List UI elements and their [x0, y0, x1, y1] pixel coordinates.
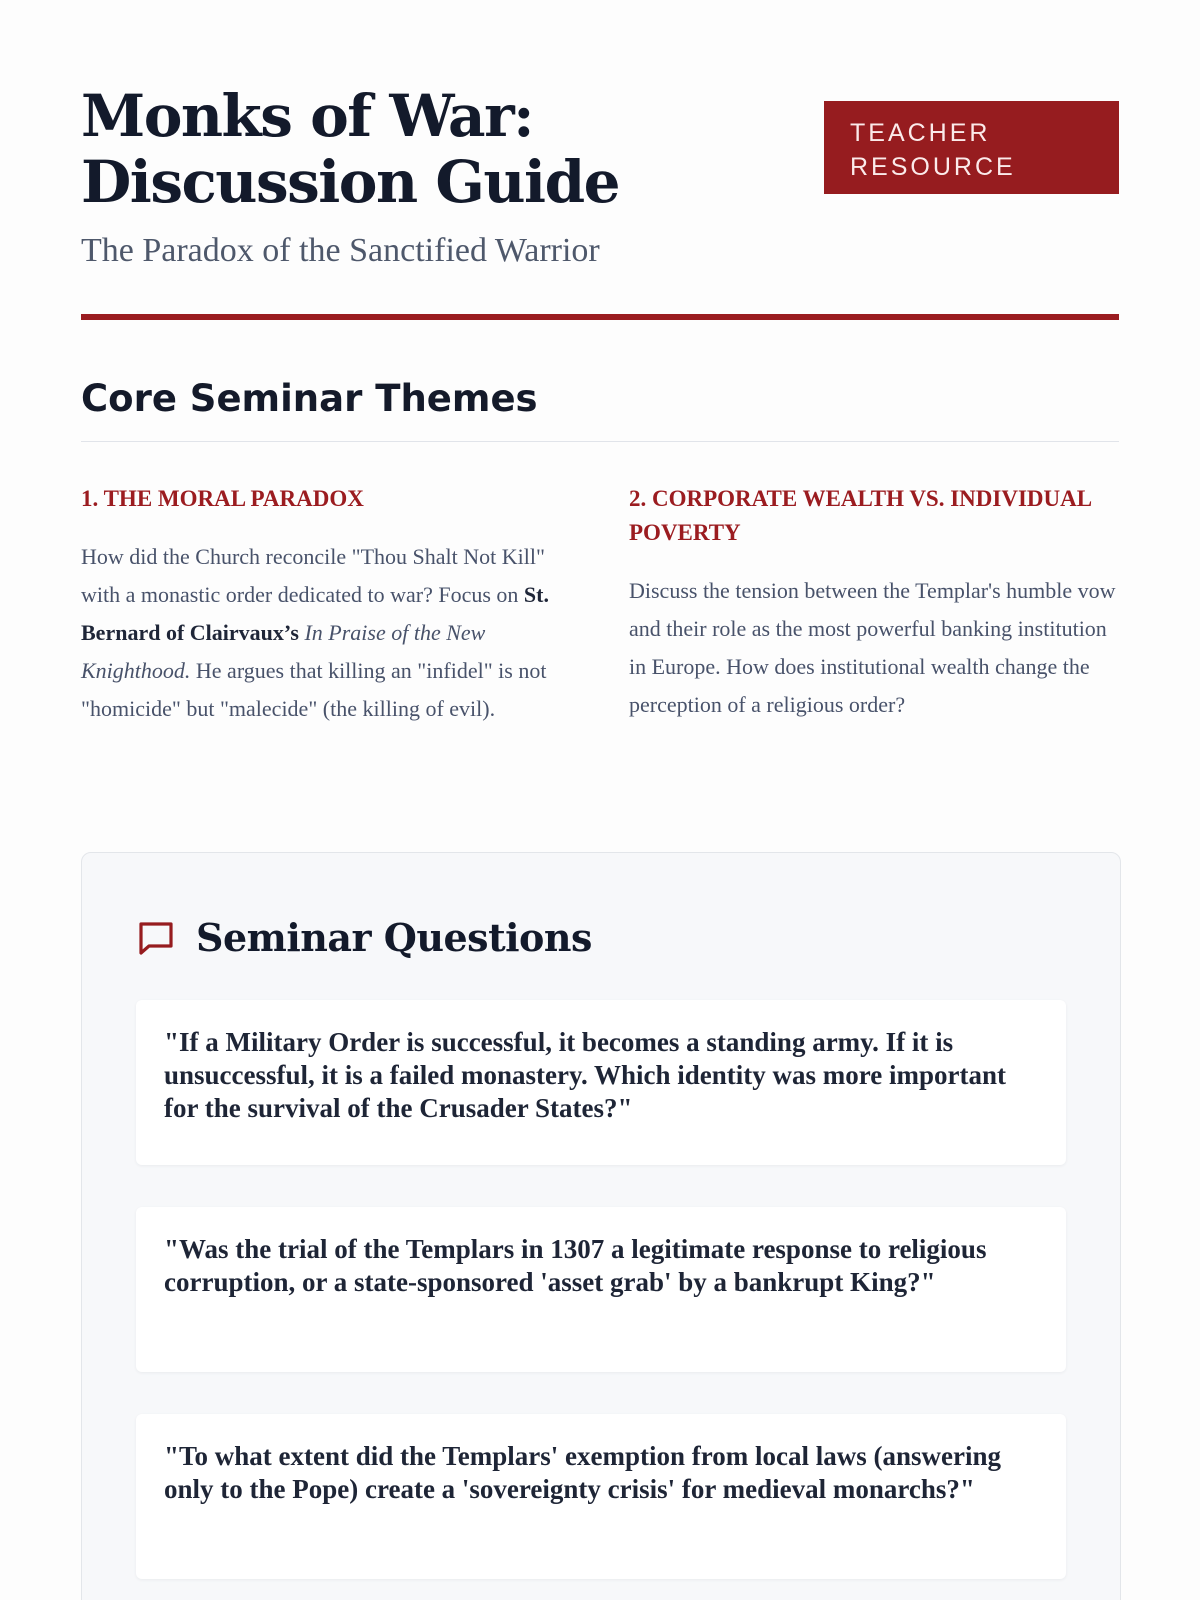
section-heading: Core Seminar Themes: [81, 377, 538, 420]
theme-title: 2. CORPORATE WEALTH VS. INDIVIDUAL POVERTY: [629, 486, 1091, 545]
seminar-title: Seminar Questions: [196, 915, 592, 960]
theme-body-author: St. Bernard of Clairvaux’s: [81, 582, 549, 645]
teacher-resource-badge: [824, 101, 1119, 194]
question-card: [136, 1414, 1066, 1579]
question-card: [136, 1207, 1066, 1372]
badge-line-1: TEACHER: [850, 119, 991, 147]
theme-body-intro: How did the Church reconcile "Thou Shalt Not Kill" with a monastic order dedicated to war? Focus on: [81, 544, 545, 607]
theme-moral-paradox: [81, 482, 571, 728]
question-text: "To what extent did the Templars' exemption from local laws (answering only to the Pope) create a 'sovereignty crisis' for medieval monarchs?": [164, 1441, 1001, 1504]
question-text: "If a Military Order is successful, it becomes a standing army. If it is unsuccessful, it is a failed monastery. Which identity was more important for the survival of the Crusader States?": [164, 1027, 1007, 1123]
page-header: [81, 0, 1119, 320]
page-subtitle: The Paradox of the Sanctified Warrior: [81, 232, 600, 269]
theme-body: [81, 538, 571, 728]
seminar-questions-panel: [81, 852, 1121, 1600]
question-text: "Was the trial of the Templars in 1307 a legitimate response to religious corruption, or a state-sponsored 'asset grab' by a bankrupt King?": [164, 1234, 987, 1297]
theme-corporate-wealth: [629, 482, 1119, 728]
header-divider: [81, 314, 1119, 320]
seminar-header: [136, 913, 1066, 963]
badge-line-2: RESOURCE: [850, 153, 1016, 181]
theme-body: Discuss the tension between the Templar's humble vow and their role as the most powerful banking institution in Europe. How does institutional wealth change the perception of a religious order?: [629, 578, 1116, 717]
themes-grid: [81, 482, 1119, 728]
core-themes-section: [81, 377, 1119, 728]
question-list: [136, 1000, 1066, 1579]
question-card: [136, 1000, 1066, 1165]
page-title: Monks of War: Discussion Guide: [81, 82, 620, 216]
theme-body-outro: He argues that killing an "infidel" is not "homicide" but "malecide" (the killing of evil).: [81, 658, 547, 721]
theme-title: 1. THE MORAL PARADOX: [81, 486, 364, 511]
section-divider: [81, 441, 1119, 442]
chat-bubble-icon: [136, 918, 176, 958]
theme-body-work-title: In Praise of the New Knighthood.: [81, 620, 486, 683]
